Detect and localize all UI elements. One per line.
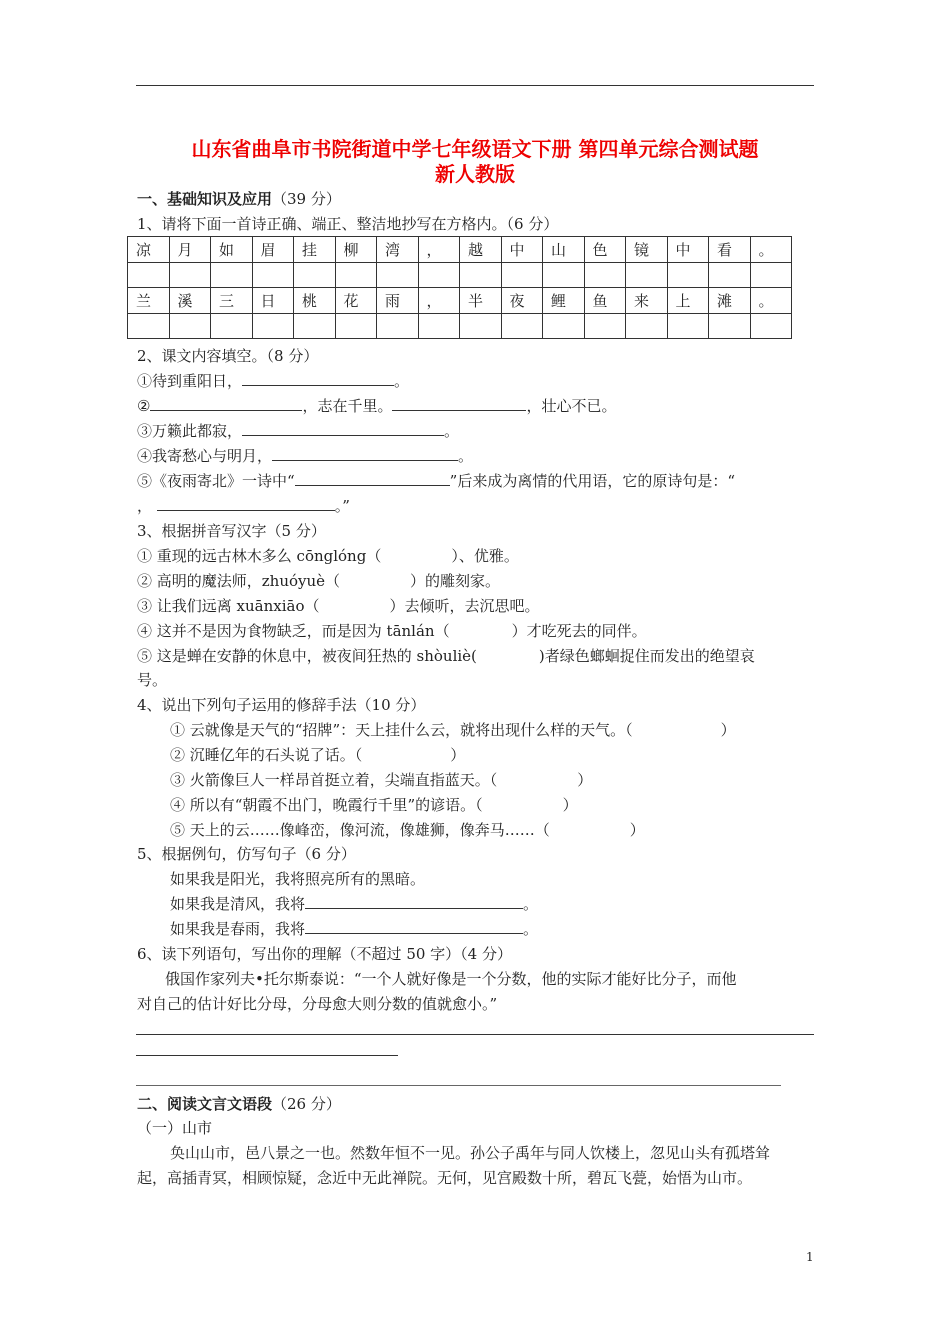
header-rule <box>136 85 814 86</box>
answer-blank[interactable] <box>157 496 335 511</box>
doc-subtitle: 新人教版 <box>435 162 515 186</box>
text: ② 沉睡亿年的石头说了话。（ <box>170 746 363 764</box>
grid-char-cell: 兰 <box>128 288 170 314</box>
text: ④ 所以有“朝霞不出门，晚霞行千里”的谚语。（ <box>170 796 483 814</box>
doc-title: 山东省曲阜市书院街道中学七年级语文下册 第四单元综合测试题 <box>191 137 759 161</box>
grid-char-cell: 凉 <box>128 237 170 263</box>
text: ①待到重阳日， <box>137 372 243 390</box>
grid-char-cell: 湾 <box>377 237 419 263</box>
text: ，志在千里。 <box>302 397 393 415</box>
score: （39 分） <box>272 190 341 208</box>
answer-blank[interactable] <box>305 919 523 934</box>
grid-char-cell: 越 <box>460 237 502 263</box>
grid-char-cell: 鱼 <box>584 288 626 314</box>
grid-char-cell: 花 <box>335 288 377 314</box>
grid-write-cell[interactable] <box>584 313 626 339</box>
grid-write-cell[interactable] <box>543 313 585 339</box>
grid-write-cell[interactable] <box>128 313 170 339</box>
grid-write-cell[interactable] <box>128 262 170 288</box>
grid-char-cell: 中 <box>501 237 543 263</box>
text: 。” <box>334 497 350 515</box>
subsection-title: （一）山市 <box>137 1119 213 1137</box>
grid-write-cell[interactable] <box>211 313 253 339</box>
q5-example: 如果我是阳光，我将照亮所有的黑暗。 <box>170 870 426 888</box>
grid-char-cell: 雨 <box>377 288 419 314</box>
poem-grid <box>127 236 792 339</box>
grid-write-cell[interactable] <box>709 313 751 339</box>
grid-char-cell: 半 <box>460 288 502 314</box>
text: ）、优雅。 <box>451 547 519 565</box>
grid-char-cell: 镜 <box>626 237 668 263</box>
answer-blank[interactable] <box>305 894 523 909</box>
text: ③万籁此都寂， <box>137 422 243 440</box>
grid-char-cell: 桃 <box>294 288 336 314</box>
part2-heading <box>137 1094 341 1114</box>
answer-line[interactable] <box>136 1055 398 1056</box>
grid-char-cell: 色 <box>584 237 626 263</box>
grid-char-cell: 月 <box>169 237 211 263</box>
text: 。 <box>444 422 460 440</box>
q3-item <box>137 546 519 566</box>
text: ⑤《夜雨寄北》一诗中“ <box>137 472 295 490</box>
text: ④ 这并不是因为食物缺乏，而是因为 tānlán（ <box>137 622 450 640</box>
text: ① 重现的远古林木多么 cōnglóng（ <box>137 547 382 565</box>
grid-char-cell: 来 <box>626 288 668 314</box>
q3-prompt: 3、根据拼音写汉字（5 分） <box>137 522 326 540</box>
grid-char-cell: ， <box>418 288 460 314</box>
grid-write-cell[interactable] <box>335 262 377 288</box>
text: ③ 火箭像巨人一样昂首挺立着，尖端直指蓝天。（ <box>170 771 498 789</box>
grid-char-cell: ， <box>418 237 460 263</box>
text: ）去倾听，去沉思吧。 <box>389 597 540 615</box>
grid-write-cell[interactable] <box>377 313 419 339</box>
text: ） <box>577 771 593 789</box>
score: （26 分） <box>272 1095 341 1113</box>
text: ， <box>137 497 153 515</box>
grid-write-cell[interactable] <box>418 313 460 339</box>
grid-write-cell[interactable] <box>418 262 460 288</box>
grid-char-cell: 眉 <box>252 237 294 263</box>
grid-write-cell[interactable] <box>211 262 253 288</box>
grid-write-cell[interactable] <box>709 262 751 288</box>
grid-char-cell: 。 <box>750 237 792 263</box>
q5-prompt: 5、根据例句，仿写句子（6 分） <box>137 845 356 863</box>
answer-blank[interactable] <box>150 396 302 411</box>
answer-blank[interactable] <box>272 446 458 461</box>
grid-write-cell[interactable] <box>626 313 668 339</box>
grid-write-cell[interactable] <box>335 313 377 339</box>
text: ④我寄愁心与明月， <box>137 447 273 465</box>
grid-char-cell: 三 <box>211 288 253 314</box>
heading-text: 二、阅读文言文语段 <box>137 1095 273 1113</box>
q2-item-2 <box>137 396 616 416</box>
grid-char-cell: 中 <box>667 237 709 263</box>
heading-text: 一、基础知识及应用 <box>137 190 273 208</box>
answer-blank[interactable] <box>392 396 526 411</box>
grid-write-cell[interactable] <box>169 262 211 288</box>
text: ）才吃死去的同伴。 <box>511 622 647 640</box>
grid-write-cell[interactable] <box>460 313 502 339</box>
grid-char-cell: 夜 <box>501 288 543 314</box>
text: 如果我是春雨，我将 <box>170 920 306 938</box>
passage-line-2: 起，高插青冥，相顾惊疑，念近中无此禅院。无何，见宫殿数十所，碧瓦飞甍，始悟为山市。 <box>137 1169 753 1187</box>
grid-write-cell[interactable] <box>626 262 668 288</box>
text: ③ 让我们远离 xuānxiāo（ <box>137 597 320 615</box>
q3-item <box>137 646 755 666</box>
grid-write-cell[interactable] <box>750 313 792 339</box>
page-number: 1 <box>806 1250 814 1264</box>
text: 如果我是清风，我将 <box>170 895 306 913</box>
grid-write-cell[interactable] <box>501 262 543 288</box>
grid-write-cell[interactable] <box>667 262 709 288</box>
grid-char-cell: 。 <box>750 288 792 314</box>
q2-item-5-cont <box>137 496 350 516</box>
grid-write-cell[interactable] <box>584 262 626 288</box>
grid-char-cell: 溪 <box>169 288 211 314</box>
grid-char-cell: 柳 <box>335 237 377 263</box>
text: 。 <box>523 920 539 938</box>
text: ② <box>137 397 151 415</box>
text: ”后来成为离情的代用语，它的原诗句是：“ <box>449 472 736 490</box>
text: ，壮心不已。 <box>526 397 617 415</box>
q3-item <box>137 596 540 616</box>
grid-write-cell[interactable] <box>252 313 294 339</box>
text: 。 <box>394 372 410 390</box>
grid-char-cell: 山 <box>543 237 585 263</box>
grid-char-cell: 滩 <box>709 288 751 314</box>
part1-heading <box>137 189 341 209</box>
q4-item <box>170 720 736 740</box>
grid-write-cell[interactable] <box>667 313 709 339</box>
q3-item <box>137 571 500 591</box>
answer-blank[interactable] <box>242 371 394 386</box>
q2-item-1 <box>137 371 409 391</box>
grid-char-cell: 鲤 <box>543 288 585 314</box>
grid-write-cell[interactable] <box>169 313 211 339</box>
q4-item <box>170 795 578 815</box>
text: ① 云就像是天气的“招牌”：天上挂什么云，就将出现什么样的天气。（ <box>170 721 633 739</box>
q4-item <box>170 745 465 765</box>
q6-prompt: 6、读下列语句，写出你的理解（不超过 50 字）（4 分） <box>137 945 512 963</box>
text: ）的雕刻家。 <box>410 572 501 590</box>
text: ） <box>450 746 466 764</box>
q5-line-2 <box>170 919 538 939</box>
q6-quote-1: 俄国作家列夫•托尔斯泰说：“一个人就好像是一个分数，他的实际才能好比分子，而他 <box>165 970 737 988</box>
q2-item-5 <box>137 471 735 491</box>
text: )者绿色螂蛔捉住而发出的绝望哀 <box>538 647 755 665</box>
q6-quote-2: 对自己的估计好比分母，分母愈大则分数的值就愈小。” <box>137 995 498 1013</box>
section-divider <box>136 1085 781 1086</box>
text: 。 <box>458 447 474 465</box>
text: ） <box>720 721 736 739</box>
q4-item <box>170 770 592 790</box>
answer-blank[interactable] <box>295 471 450 486</box>
text: ② 高明的魔法师，zhuóyuè（ <box>137 572 341 590</box>
q5-line-1 <box>170 894 538 914</box>
text: ） <box>629 821 645 839</box>
grid-char-cell: 挂 <box>294 237 336 263</box>
answer-line[interactable] <box>136 1034 814 1035</box>
q2-item-4 <box>137 446 473 466</box>
grid-char-cell: 日 <box>252 288 294 314</box>
q1-prompt: 1、请将下面一首诗正确、端正、整洁地抄写在方格内。（6 分） <box>137 215 559 233</box>
grid-write-cell[interactable] <box>294 262 336 288</box>
passage-line-1: 奂山山市，邑八景之一也。然数年恒不一见。孙公子禹年与同人饮楼上，忽见山头有孤塔耸 <box>170 1144 771 1162</box>
q4-prompt: 4、说出下列句子运用的修辞手法（10 分） <box>137 696 426 714</box>
grid-write-cell[interactable] <box>750 262 792 288</box>
text: ） <box>562 796 578 814</box>
grid-write-cell[interactable] <box>543 262 585 288</box>
text: ⑤ 这是蝉在安静的休息中，被夜间狂热的 shòuliè( <box>137 647 477 665</box>
grid-char-cell: 看 <box>709 237 751 263</box>
grid-write-cell[interactable] <box>460 262 502 288</box>
text: 。 <box>523 895 539 913</box>
grid-char-cell: 如 <box>211 237 253 263</box>
grid-write-cell[interactable] <box>294 313 336 339</box>
grid-char-cell: 上 <box>667 288 709 314</box>
q3-item-5-cont: 号。 <box>137 671 168 689</box>
q2-prompt: 2、课文内容填空。（8 分） <box>137 347 319 365</box>
q2-item-3 <box>137 421 459 441</box>
grid-write-cell[interactable] <box>377 262 419 288</box>
q4-item <box>170 820 645 840</box>
text: ⑤ 天上的云……像峰峦，像河流，像雄狮，像奔马……（ <box>170 821 550 839</box>
answer-blank[interactable] <box>242 421 444 436</box>
grid-write-cell[interactable] <box>252 262 294 288</box>
q3-item <box>137 621 647 641</box>
grid-write-cell[interactable] <box>501 313 543 339</box>
